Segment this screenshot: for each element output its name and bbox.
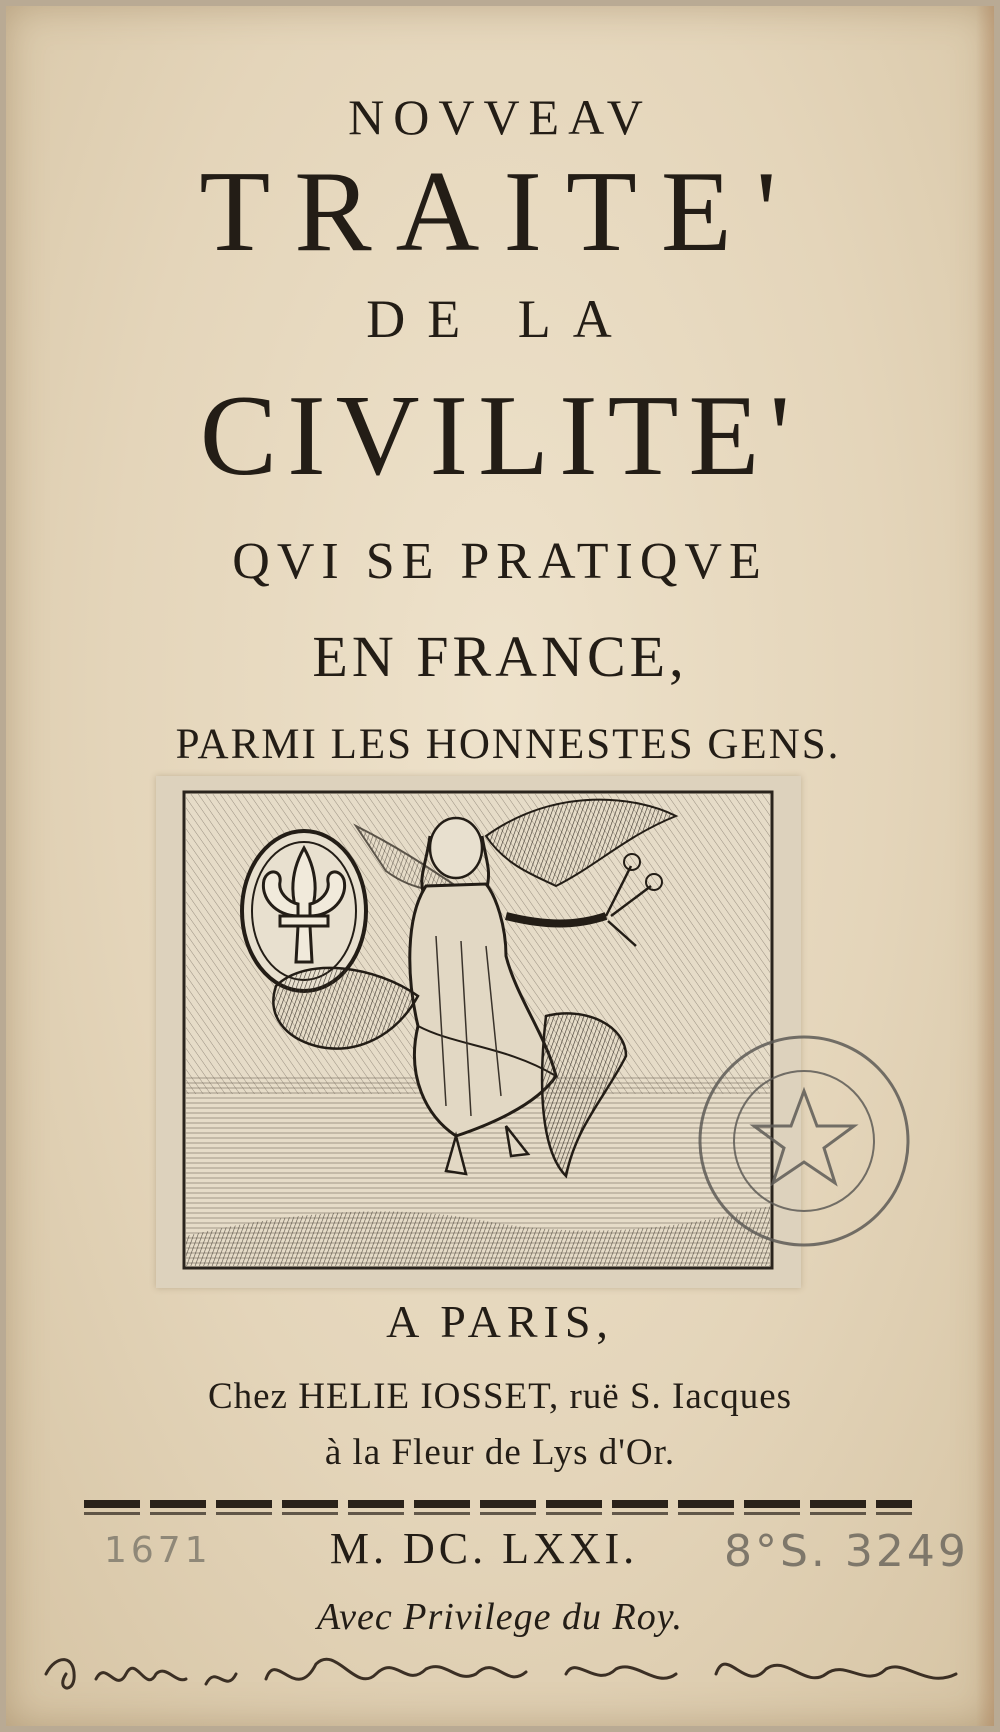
title-line-6: EN FRANCE, xyxy=(312,624,688,689)
title-line-5: QVI SE PRATIQVE xyxy=(232,533,768,590)
imprint-publisher: Chez HELIE IOSSET, ruë S. Iacques xyxy=(207,1376,793,1417)
pencil-year: 1671 xyxy=(104,1530,212,1571)
title-page xyxy=(6,6,994,1726)
library-stamp xyxy=(694,1031,914,1251)
ornamental-rule xyxy=(84,1500,912,1508)
title-line-3: DE LA xyxy=(366,289,634,349)
ornamental-rule-thin xyxy=(84,1512,912,1515)
imprint-sign: à la Fleur de Lys d'Or. xyxy=(324,1432,676,1473)
imprint-city: A PARIS, xyxy=(386,1296,614,1347)
handwritten-inscription xyxy=(36,1634,976,1714)
title-line-4: CIVILITE' xyxy=(199,372,801,500)
title-line-7: PARMI LES HONNESTES GENS. xyxy=(175,721,841,768)
title-line-2: TRAITE' xyxy=(199,148,801,276)
imprint-date: M. DC. LXXI. xyxy=(329,1524,639,1573)
title-line-1: NOVVEAV xyxy=(348,89,652,145)
shelfmark: 8°S. 3249 xyxy=(724,1526,969,1577)
star-icon xyxy=(754,1091,854,1183)
imprint-privilege: Avec Privilege du Roy. xyxy=(317,1596,683,1638)
